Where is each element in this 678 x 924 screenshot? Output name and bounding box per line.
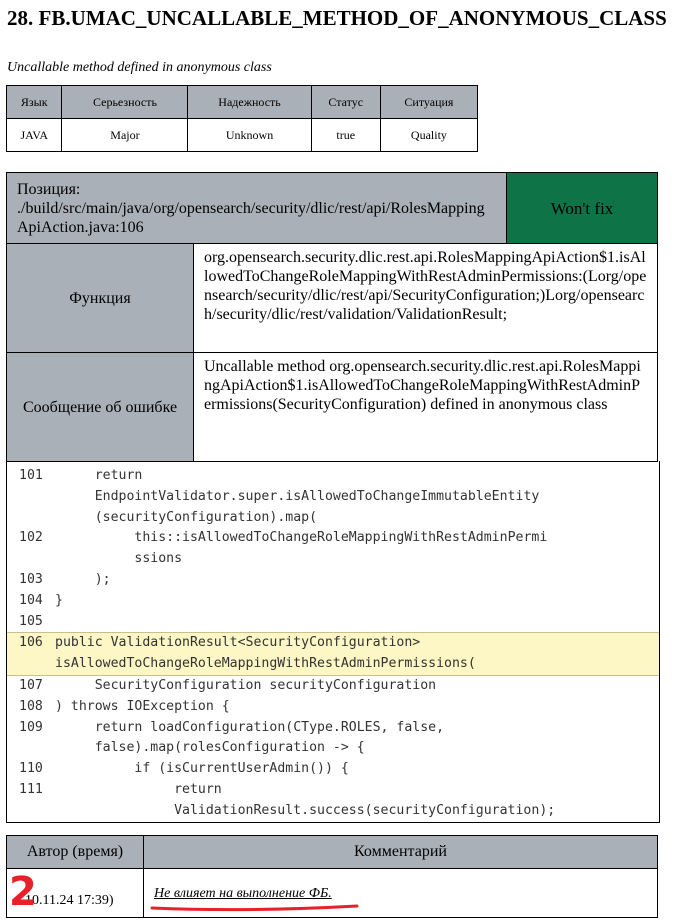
- position-cell: [7, 173, 507, 244]
- meta-value-status: true: [311, 119, 380, 152]
- line-number: 110: [19, 761, 43, 777]
- annotation-underline: [150, 902, 360, 912]
- code-text: this::isAllowedToChangeRoleMappingWithRestAdminPermi ssions: [134, 530, 548, 567]
- page-subtitle: Uncallable method defined in anonymous class: [7, 60, 272, 75]
- line-number: 109: [19, 719, 43, 735]
- code-text: }: [55, 592, 63, 608]
- code-line: [7, 591, 659, 612]
- error-message-value: Uncallable method org.opensearch.security.dlic.rest.api.RolesMappingApiAction$1.isAllowedToChangeRoleMappingWithRestAdminPermissions(SecurityConfiguration) defined in anonymous class: [194, 353, 658, 462]
- error-message-label: Сообщение об ошибке: [7, 353, 194, 462]
- meta-header-severity: Серьезность: [62, 86, 188, 119]
- position-path: ./build/src/main/java/org/opensearch/security/dlic/rest/api/RolesMappingApiAction.java:106: [17, 199, 485, 236]
- page-title: 28. FB.UMAC_UNCALLABLE_METHOD_OF_ANONYMOUS_CLASS: [7, 6, 667, 30]
- code-text: return ValidationResult.success(securityConfiguration);: [174, 781, 556, 818]
- code-text: return EndpointValidator.super.isAllowedToChangeImmutableEntity (securityConfiguration).map(: [94, 468, 540, 525]
- line-number: 103: [19, 571, 43, 587]
- function-row: [7, 244, 658, 353]
- position-row: [7, 173, 658, 244]
- position-label: Позиция:: [17, 180, 81, 198]
- code-line: [7, 570, 659, 591]
- line-number: 107: [19, 677, 43, 693]
- line-number: 102: [19, 530, 43, 546]
- code-line: [7, 676, 659, 697]
- line-number: 108: [19, 698, 43, 714]
- code-text: SecurityConfiguration securityConfiguration: [55, 677, 437, 693]
- code-line-highlighted: [7, 632, 659, 676]
- author-time: 10.11.24 17:39): [25, 893, 114, 908]
- line-number: 104: [19, 592, 43, 608]
- comment-header: Комментарий: [144, 836, 658, 869]
- meta-header-language: Язык: [7, 86, 62, 119]
- meta-header-row: [7, 86, 478, 119]
- annotation-number: 2: [9, 869, 37, 915]
- comment-text: Не влияет на выполнение ФБ.: [154, 886, 332, 901]
- author-time-cell: [7, 869, 144, 918]
- code-text: ) throws IOException {: [55, 698, 230, 714]
- line-number: 111: [19, 781, 43, 797]
- code-text: );: [55, 571, 111, 587]
- code-line: [7, 780, 659, 822]
- error-message-row: [7, 353, 658, 462]
- code-text: if (isCurrentUserAdmin()) {: [55, 761, 349, 777]
- code-line: [7, 697, 659, 718]
- code-line: [7, 718, 659, 760]
- meta-value-severity: Major: [62, 119, 188, 152]
- line-number: 106: [19, 635, 43, 651]
- comments-header-row: [7, 836, 658, 869]
- meta-table: [6, 85, 478, 152]
- code-text: [55, 612, 659, 633]
- code-listing: [6, 461, 660, 823]
- code-line: [7, 612, 659, 633]
- code-text: return loadConfiguration(CType.ROLES, false, false).map(rolesConfiguration -> {: [94, 719, 445, 756]
- function-value: org.opensearch.security.dlic.rest.api.RolesMappingApiAction$1.isAllowedToChangeRoleMappingWithRestAdminPermissions:(Lorg/opensearch/security/dlic/rest/api/SecurityConfiguration;)Lorg/opensearch/security/dlic/rest/validation/ValidationResult;: [194, 244, 658, 353]
- meta-value-language: JAVA: [7, 119, 62, 152]
- issue-details-table: [6, 172, 658, 462]
- status-badge: Won't fix: [507, 173, 658, 244]
- meta-header-situation: Ситуация: [380, 86, 477, 119]
- code-line: [7, 466, 659, 528]
- author-header: Автор (время): [7, 836, 144, 869]
- meta-value-situation: Quality: [380, 119, 477, 152]
- code-line: [7, 759, 659, 780]
- meta-value-reliability: Unknown: [188, 119, 311, 152]
- code-text: public ValidationResult<SecurityConfiguration> isAllowedToChangeRoleMappingWithRestAdminPermissions(: [55, 635, 476, 672]
- line-number: 105: [19, 613, 43, 629]
- meta-header-reliability: Надежность: [188, 86, 311, 119]
- line-number: 101: [19, 468, 43, 483]
- code-line: [7, 528, 659, 570]
- meta-header-status: Статус: [311, 86, 380, 119]
- function-label: Функция: [7, 244, 194, 353]
- meta-value-row: [7, 119, 478, 152]
